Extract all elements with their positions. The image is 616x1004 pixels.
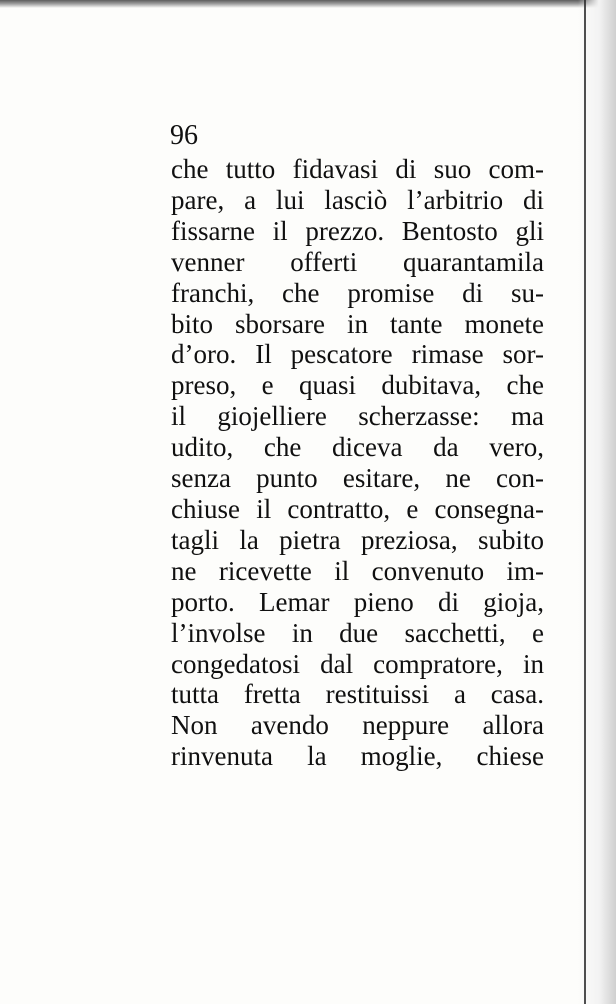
text-line: chiuse il contratto, e consegna-	[171, 493, 544, 524]
text-line: tutta fretta restituissi a casa.	[171, 679, 544, 710]
text-line: che tutto fidavasi di suo com-	[171, 154, 544, 184]
page-top-shadow	[0, 0, 616, 8]
body-text	[171, 154, 544, 772]
text-line: rinvenuta la moglie, chiese	[171, 741, 544, 772]
text-line: congedatosi dal compratore, in	[171, 648, 544, 679]
text-line: preso, e quasi dubitava, che	[171, 370, 544, 401]
text-line: fissarne il prezzo. Bentosto gli	[171, 215, 544, 246]
text-line: Non avendo neppure allora	[171, 710, 544, 741]
text-line: d’oro. Il pescatore rimase sor-	[171, 339, 544, 370]
text-line: il giojelliere scherzasse: ma	[171, 401, 544, 432]
text-line: venner offerti quarantamila	[171, 246, 544, 277]
text-line: franchi, che promise di su-	[171, 277, 544, 308]
page-number: 96	[170, 120, 198, 151]
text-line: senza punto esitare, ne con-	[171, 463, 544, 494]
text-line: udito, che diceva da vero,	[171, 432, 544, 463]
book-spine-line	[584, 0, 586, 1004]
text-line: bito sborsare in tante monete	[171, 308, 544, 339]
text-line: porto. Lemar pieno di gioja,	[171, 586, 544, 617]
text-line: ne ricevette il convenuto im-	[171, 555, 544, 586]
text-line: l’involse in due sacchetti, e	[171, 617, 544, 648]
text-line: tagli la pietra preziosa, subito	[171, 524, 544, 555]
text-line: pare, a lui lasciò l’arbitrio di	[171, 184, 544, 215]
